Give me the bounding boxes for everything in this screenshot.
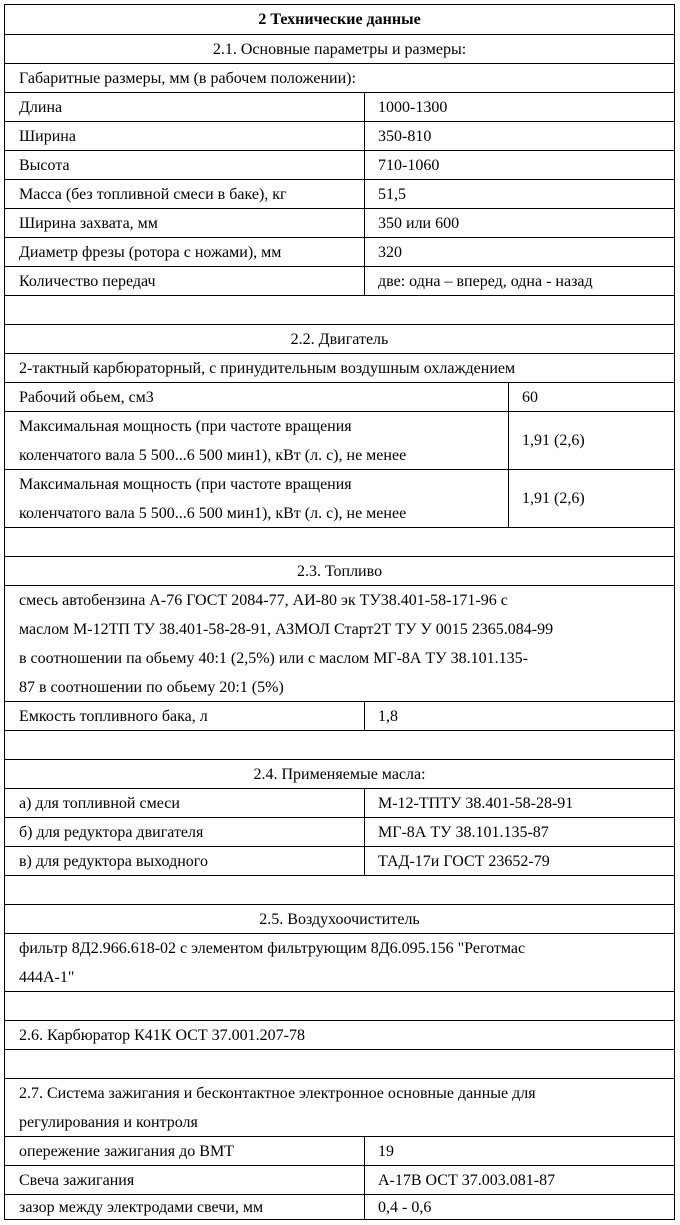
section-intro-row (5, 353, 674, 382)
param-value: М-12-ТПТУ 38.401-58-28-91 (378, 795, 574, 812)
param-label: Рабочий обьем, см3 (19, 389, 154, 406)
section-heading-row (5, 904, 674, 933)
param-label: Количество передач (19, 273, 156, 290)
section-heading-row (5, 759, 674, 788)
fuel-text-line: 87 в соотношении по обьему 20:1 (5%) (19, 679, 284, 696)
table-row (5, 701, 674, 730)
section-heading-row (5, 34, 674, 63)
section-2-3-heading: 2.3. Топливо (296, 563, 383, 580)
param-value: 320 (378, 244, 402, 261)
section-2-7-heading: 2.7. Система зажигания и бесконтактное электронное основные данные для (19, 1085, 536, 1102)
param-label: Свеча зажигания (19, 1172, 135, 1189)
param-label: Высота (19, 157, 70, 174)
filter-text-line: 444А-1" (19, 969, 75, 986)
section-heading-row (5, 324, 674, 353)
spacer-row (5, 730, 674, 759)
param-label: б) для редуктора двигателя (19, 824, 204, 841)
param-label: Длина (19, 99, 63, 116)
param-value: 1,91 (2,6) (522, 490, 585, 507)
param-value: 19 (378, 1143, 394, 1160)
param-value: 710-1060 (378, 157, 440, 174)
section-2-4-heading: 2.4. Применяемые масла: (253, 766, 426, 783)
section-row (5, 1020, 674, 1049)
section-intro-row (5, 63, 674, 92)
table-row (5, 1165, 674, 1194)
section-2-7-heading: регулирования и контроля (19, 1114, 198, 1131)
param-label: Максимальная мощность (при частоте вращения (19, 418, 352, 435)
param-label: Ширина (19, 128, 76, 145)
param-label: Ширина захвата, мм (19, 215, 158, 232)
table-row (5, 846, 674, 875)
filter-text-line: фильтр 8Д2.966.618-02 с элементом фильтрующим 8Д6.095.156 "Реготмас (19, 940, 526, 957)
engine-description: 2-тактный карбюраторный, с принудительным воздушным охлаждением (19, 360, 516, 377)
table-title-row (5, 5, 674, 34)
table-row (5, 237, 674, 266)
param-value: А-17В ОСТ 37.003.081-87 (378, 1172, 556, 1189)
fuel-description-row (5, 585, 674, 701)
table-row (5, 382, 674, 411)
param-value: 350-810 (378, 128, 432, 145)
spacer-row (5, 527, 674, 556)
spacer-row (5, 1049, 674, 1078)
dimensions-intro: Габаритные размеры, мм (в рабочем положении): (19, 70, 356, 87)
param-value: МГ-8А ТУ 38.101.135-87 (378, 824, 549, 841)
table-row (5, 1194, 674, 1220)
param-label: Емкость топливного бака, л (19, 708, 208, 725)
section-heading-row (5, 1078, 674, 1136)
spacer-row (5, 875, 674, 904)
param-label: коленчатого вала 5 500...6 500 мин1), кВт (л. с), не менее (19, 505, 407, 522)
param-label: в) для редуктора выходного (19, 853, 208, 870)
table-row (5, 266, 674, 295)
filter-description-row (5, 933, 674, 991)
section-2-2-heading: 2.2. Двигатель (290, 331, 389, 348)
param-value: 350 или 600 (378, 215, 460, 232)
param-value: 60 (522, 389, 538, 406)
param-label: опережение зажигания до ВМТ (19, 1143, 234, 1160)
table-row (5, 788, 674, 817)
param-value: 51,5 (378, 186, 406, 203)
table-row (5, 817, 674, 846)
param-value: две: одна – вперед, одна - назад (378, 273, 593, 290)
table-row (5, 411, 674, 469)
table-title: 2 Технические данные (258, 11, 421, 28)
table-row (5, 121, 674, 150)
section-heading-row (5, 556, 674, 585)
param-label: Максимальная мощность (при частоте вращения (19, 476, 352, 493)
param-label: Диаметр фрезы (ротора с ножами), мм (19, 244, 282, 261)
param-label: зазор между электродами свечи, мм (19, 1199, 264, 1216)
table-row (5, 92, 674, 121)
param-value: 1,8 (378, 708, 398, 725)
param-value: 1000-1300 (378, 99, 448, 116)
table-row (5, 179, 674, 208)
fuel-text-line: в соотношении па обьему 40:1 (2,5%) или с маслом МГ-8А ТУ 38.101.135- (19, 650, 528, 667)
param-value: ТАД-17и ГОСТ 23652-79 (378, 853, 550, 870)
section-2-5-heading: 2.5. Воздухоочиститель (259, 911, 420, 928)
fuel-text-line: маслом М-12ТП ТУ 38.401-58-28-91, АЗМОЛ Старт2Т ТУ У 0015 2365.084-99 (19, 621, 554, 638)
spacer-row (5, 295, 674, 324)
table-row (5, 150, 674, 179)
param-label: а) для топливной смеси (19, 795, 180, 812)
section-2-1-heading: 2.1. Основные параметры и размеры: (212, 41, 467, 58)
spacer-row (5, 991, 674, 1020)
param-label: Масса (без топливной смеси в баке), кг (19, 186, 287, 203)
param-value: 0,4 - 0,6 (378, 1199, 432, 1216)
table-row (5, 208, 674, 237)
section-2-6-carburetor: 2.6. Карбюратор К41К ОСТ 37.001.207-78 (19, 1027, 305, 1044)
param-label: коленчатого вала 5 500...6 500 мин1), кВт (л. с), не менее (19, 447, 407, 464)
tech-data-table (4, 4, 675, 1220)
table-row (5, 469, 674, 527)
table-row (5, 1136, 674, 1165)
param-value: 1,91 (2,6) (522, 432, 585, 449)
fuel-text-line: смесь автобензина А-76 ГОСТ 2084-77, АИ-80 эк ТУ38.401-58-171-96 с (19, 592, 508, 609)
